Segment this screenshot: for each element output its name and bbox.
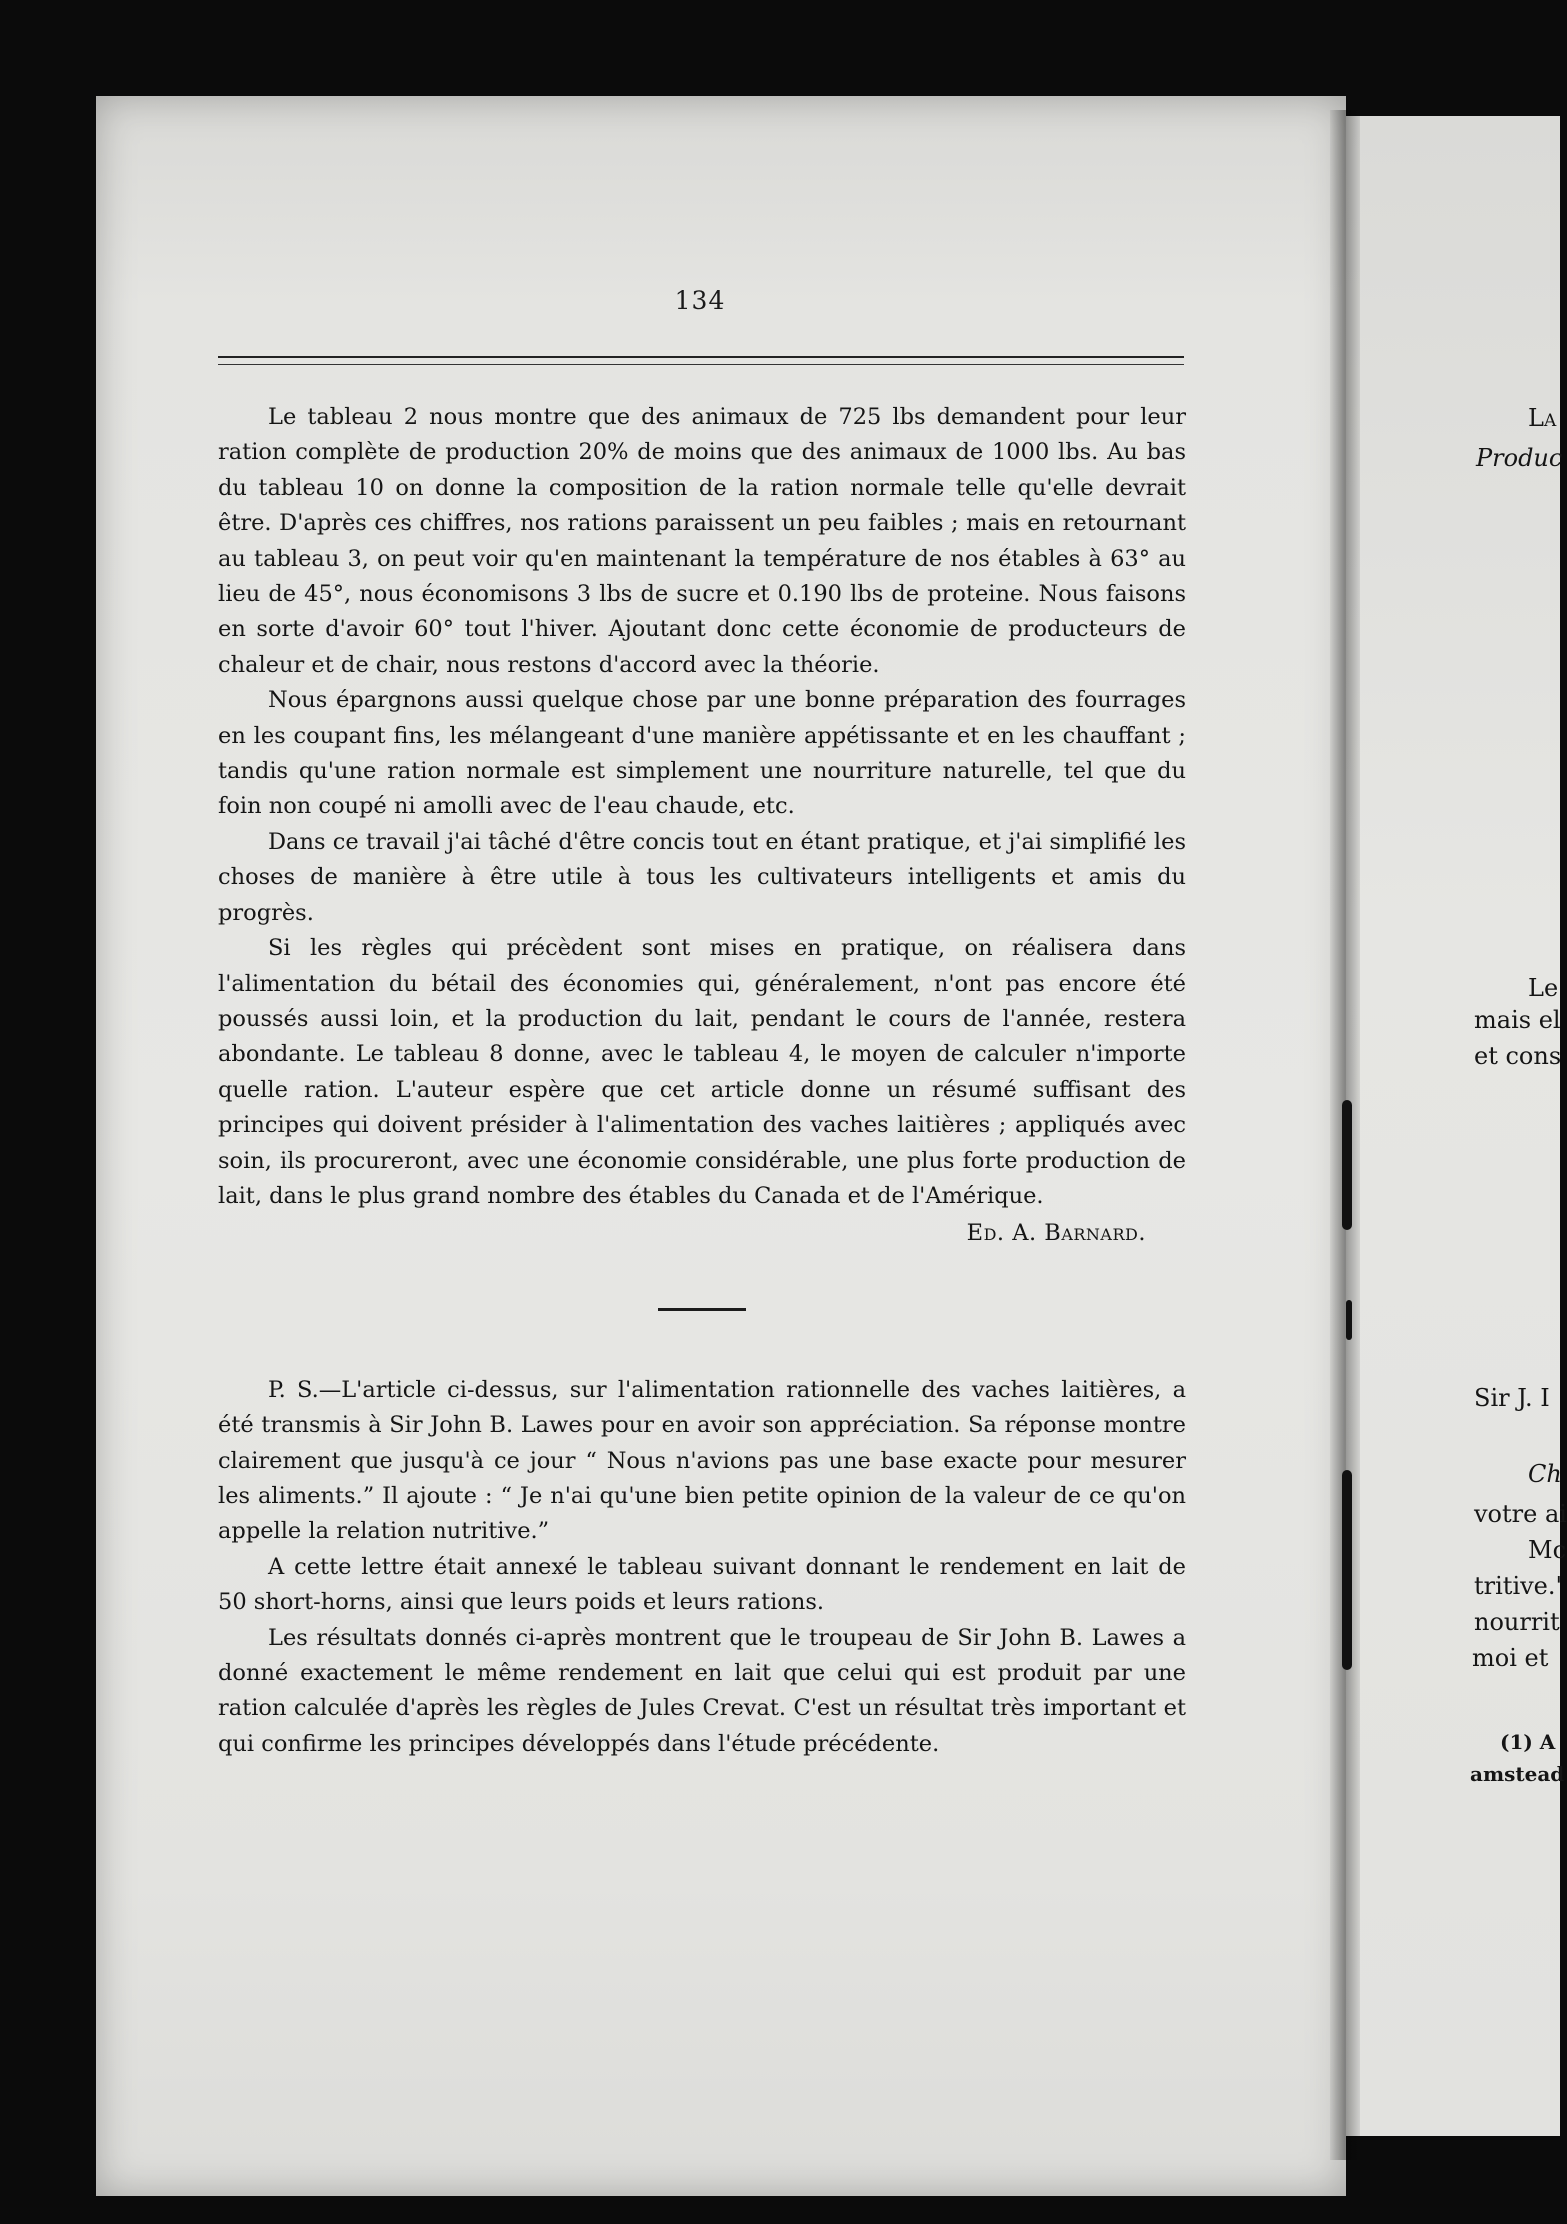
scan-blot [1342,1470,1352,1670]
ps-paragraph: A cette lettre était annexé le tableau suivant donnant le rendement en lait de 50 short-horns, ainsi que leurs poids et leurs rations. [218,1553,1186,1616]
ps-paragraph: P. S.—L'article ci-dessus, sur l'alimentation rationnelle des vaches laitières, a été transmis à Sir John B. Lawes pour en avoir son appréciation. Sa réponse montre clairement que jusqu'à ce jour “ Nous n'avions pas une base exacte pour mesurer les aliments.” Il ajoute : “ Je n'ai qu'une bien petite opinion de la valeur de ce qu'on appelle la relation nutritive.” [218,1376,1186,1545]
article-body [218,400,1186,1762]
margin-fragment: Sir J. I [1474,1384,1550,1412]
ps-paragraph: Les résultats donnés ci-après montrent que le troupeau de Sir John B. Lawes a donné exactement le même rendement en lait que celui qui est produit par une ration calculée d'après les règles de Jules Crevat. C'est un résultat très important et qui confirme les principes développés dans l'étude précédente. [218,1624,1186,1757]
margin-fragment: Ch [1528,1460,1562,1488]
author-signature: Ed. A. Barnard. [966,1220,1146,1247]
paragraph: Dans ce travail j'ai tâché d'être concis tout en étant pratique, et j'ai simplifié les choses de manière à être utile à tous les cultivateurs intelligents et amis du progrès. [218,828,1186,926]
margin-fragment: mais el [1474,1006,1561,1034]
paragraph: Le tableau 2 nous montre que des animaux de 725 lbs demandent pour leur ration complète de production 20% de moins que des animaux de 1000 lbs. Au bas du tableau 10 on donne la composition de la ration normale telle qu'elle devrait être. D'après ces chiffres, nos rations paraissent un peu faibles ; mais en retournant au tableau 3, on peut voir qu'en maintenant la température de nos étables à 63° au lieu de 45°, nous économisons 3 lbs de sucre et 0.190 lbs de proteine. Nous faisons en sorte d'avoir 60° tout l'hiver. Ajoutant donc cette économie de producteurs de chaleur et de chair, nous restons d'accord avec la théorie. [218,404,1186,678]
margin-fragment: La [1528,404,1557,432]
margin-fragment: moi et [1472,1644,1549,1672]
margin-fragment: tritive.' [1474,1572,1563,1600]
page-number: 134 [674,286,726,315]
signature-block [218,1216,1186,1251]
margin-fragment: (1) A [1500,1730,1556,1754]
header-rule [218,356,1184,365]
margin-fragment: Le [1528,974,1559,1002]
margin-fragment: nourrit [1474,1608,1560,1636]
margin-fragment: votre ai [1474,1500,1567,1528]
section-divider [658,1308,746,1311]
paragraph: Si les règles qui précèdent sont mises en pratique, on réalisera dans l'alimentation du bétail des économies qui, généralement, n'ont pas encore été poussés aussi loin, et la production du lait, pendant le cours de l'année, restera abondante. Le tableau 8 donne, avec le tableau 4, le moyen de calculer n'importe quelle ration. L'auteur espère que cet article donne un résumé suffisant des principes qui doivent présider à l'alimentation des vaches laitières ; appliqués avec soin, ils procureront, avec une économie considérable, une plus forte production de lait, dans le plus grand nombre des étables du Canada et de l'Amérique. [218,935,1186,1209]
paragraph: Nous épargnons aussi quelque chose par une bonne préparation des fourrages en les coupant fins, les mélangeant d'une manière appétissante et en les chauffant ; tandis qu'une ration normale est simplement une nourriture naturelle, tel que du foin non coupé ni amolli avec de l'eau chaude, etc. [218,687,1186,820]
margin-fragment: Produc [1476,444,1563,472]
margin-fragment: et cons [1474,1042,1562,1070]
scan-blot [1346,1300,1352,1340]
margin-fragment: amstead [1470,1762,1565,1786]
margin-fragment: Mc [1528,1536,1567,1564]
scan-blot [1342,1100,1352,1230]
